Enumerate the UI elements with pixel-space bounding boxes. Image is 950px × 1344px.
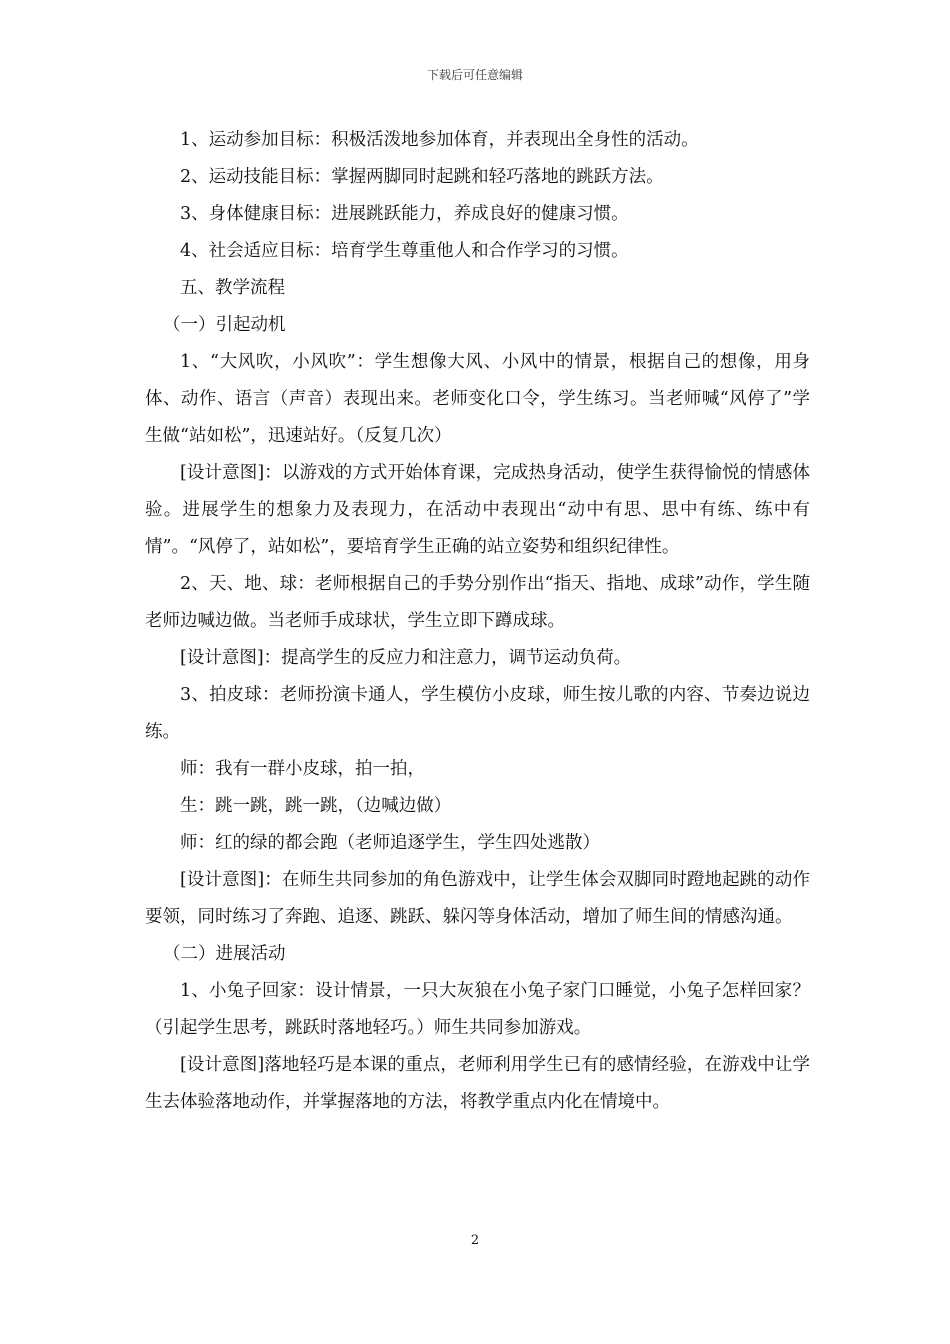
design-intent-1: [设计意图]：以游戏的方式开始体育课，完成热身活动，使学生获得愉悦的情感体验。进展学生的想象力及表现力，在活动中表现出“动中有思、思中有练、练中有情”。“风停了，站如松”，要培育学生正确的站立姿势和组织纪律性。 xyxy=(145,463,810,557)
subsection-heading-motivation: （一）引起动机 xyxy=(163,315,286,335)
objective-health: 3、身体健康目标：进展跳跃能力，养成良好的健康习惯。 xyxy=(180,204,629,224)
objective-participation: 1、运动参加目标：积极活泼地参加体育，并表现出全身性的活动。 xyxy=(180,130,699,150)
activity-sky-earth-ball: 2、天、地、球：老师根据自己的手势分别作出“指天、指地、成球”动作，学生随老师边喊边做。当老师手成球状，学生立即下蹲成球。 xyxy=(145,574,810,631)
objective-skill: 2、运动技能目标：掌握两脚同时起跳和轻巧落地的跳跃方法。 xyxy=(180,167,664,187)
page-header: 下载后可任意编辑 xyxy=(426,68,523,82)
activity-wind-game: 1、“大风吹，小风吹”：学生想像大风、小风中的情景，根据自己的想像，用身体、动作、语言（声音）表现出来。老师变化口令，学生练习。当老师喊“风停了”学生做“站如松”，迅速站好。（反复几次） xyxy=(145,352,810,446)
design-intent-2: [设计意图]：提高学生的反应力和注意力，调节运动负荷。 xyxy=(180,648,632,668)
page-number: 2 xyxy=(470,1233,480,1248)
dialogue-teacher-2: 师：红的绿的都会跑（老师追逐学生，学生四处逃散） xyxy=(180,833,600,853)
dialogue-student-1: 生：跳一跳，跳一跳，（边喊边做） xyxy=(180,796,452,816)
design-intent-4: [设计意图]落地轻巧是本课的重点，老师利用学生已有的感情经验，在游戏中让学生去体验落地动作，并掌握落地的方法，将教学重点内化在情境中。 xyxy=(145,1055,810,1112)
objective-social: 4、社会适应目标：培育学生尊重他人和合作学习的习惯。 xyxy=(180,241,629,261)
dialogue-teacher-1: 师：我有一群小皮球，拍一拍， xyxy=(180,759,425,779)
design-intent-3: [设计意图]：在师生共同参加的角色游戏中，让学生体会双脚同时蹬地起跳的动作要领，同时练习了奔跑、追逐、跳跃、躲闪等身体活动，增加了师生间的情感沟通。 xyxy=(145,870,810,927)
document-body xyxy=(145,122,810,1121)
activity-bounce-ball: 3、拍皮球：老师扮演卡通人，学生模仿小皮球，师生按儿歌的内容、节奏边说边练。 xyxy=(145,685,810,742)
subsection-heading-development: （二）进展活动 xyxy=(163,944,286,964)
activity-bunny-home: 1、小兔子回家：设计情景，一只大灰狼在小兔子家门口睡觉，小兔子怎样回家？（引起学生思考，跳跃时落地轻巧。）师生共同参加游戏。 xyxy=(145,981,810,1038)
section-heading-teaching-flow: 五、教学流程 xyxy=(180,278,285,298)
